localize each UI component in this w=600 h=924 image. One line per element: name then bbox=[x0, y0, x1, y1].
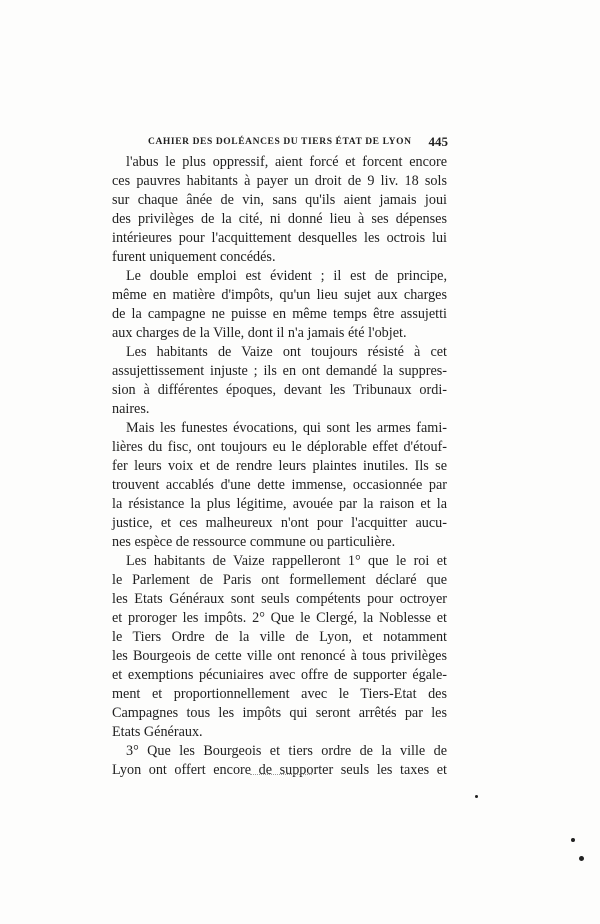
text-line: et proroger les impôts. 2° Que le Clergé, la Noblesse et bbox=[112, 610, 447, 626]
ink-speck bbox=[475, 795, 478, 798]
text-line: Etats Généraux. bbox=[112, 724, 203, 740]
text-line: Mais les funestes évocations, qui sont les armes fami- bbox=[126, 420, 447, 436]
text-line: les Bourgeois de cette ville ont renoncé à tous privilèges bbox=[112, 648, 447, 664]
footer-rule bbox=[250, 774, 312, 775]
text-line: naires. bbox=[112, 401, 150, 417]
paragraph bbox=[112, 267, 447, 343]
ink-speck bbox=[571, 838, 575, 842]
text-line: et exemptions pécuniaires avec offre de supporter égale- bbox=[112, 667, 447, 683]
text-line: ment et proportionnellement avec le Tiers-Etat des bbox=[112, 686, 447, 702]
paragraph bbox=[112, 343, 447, 419]
paragraph bbox=[112, 153, 447, 267]
paragraph bbox=[112, 419, 447, 552]
text-line: Campagnes tous les impôts qui seront arrêtés par les bbox=[112, 705, 447, 721]
paragraph bbox=[112, 552, 447, 742]
text-line: la résistance la plus légitime, avouée par la raison et la bbox=[112, 496, 447, 512]
text-line: Lyon ont offert encore de supporter seuls les taxes et bbox=[112, 762, 447, 778]
text-line: 3° Que les Bourgeois et tiers ordre de la ville de bbox=[126, 743, 447, 759]
text-line: sion à différentes époques, devant les Tribunaux ordi- bbox=[112, 382, 447, 398]
text-line: ces pauvres habitants à payer un droit de 9 liv. 18 sols bbox=[112, 173, 447, 189]
text-line: aux charges de la Ville, dont il n'a jamais été l'objet. bbox=[112, 325, 407, 341]
running-title: CAHIER DES DOLÉANCES DU TIERS ÉTAT DE LYON bbox=[148, 137, 412, 147]
text-line: justice, et ces malheureux n'ont pour l'acquitter aucu- bbox=[112, 515, 447, 531]
text-line: intérieures pour l'acquittement desquelles les octrois lui bbox=[112, 230, 447, 246]
running-head bbox=[112, 136, 448, 150]
text-line: nes espèce de ressource commune ou particulière. bbox=[112, 534, 396, 550]
text-line: lières du fisc, ont toujours eu le déplorable effet d'étouf- bbox=[112, 439, 447, 455]
text-line: Les habitants de Vaize rappelleront 1° que le roi et bbox=[126, 553, 447, 569]
text-line: Le double emploi est évident ; il est de principe, bbox=[126, 268, 447, 284]
text-line: Les habitants de Vaize ont toujours résisté à cet bbox=[126, 344, 447, 360]
text-line: furent uniquement concédés. bbox=[112, 249, 276, 265]
text-line: des privilèges de la cité, ni donné lieu à ses dépenses bbox=[112, 211, 447, 227]
text-line: sur chaque ânée de vin, sans qu'ils aient jamais joui bbox=[112, 192, 447, 208]
text-line: le Tiers Ordre de la ville de Lyon, et notamment bbox=[112, 629, 447, 645]
text-line: assujettissement injuste ; ils en ont demandé la suppres- bbox=[112, 363, 447, 379]
text-body bbox=[112, 153, 447, 780]
text-line: de la campagne ne puisse en même temps être assujetti bbox=[112, 306, 447, 322]
text-line: les Etats Généraux sont seuls compétents pour octroyer bbox=[112, 591, 447, 607]
text-line: l'abus le plus oppressif, aient forcé et forcent encore bbox=[126, 154, 447, 170]
text-line: trouvent accablés d'une dette immense, occasionnée par bbox=[112, 477, 447, 493]
page-number: 445 bbox=[428, 134, 448, 149]
text-line: le Parlement de Paris ont formellement déclaré que bbox=[112, 572, 447, 588]
ink-speck bbox=[579, 856, 584, 861]
text-line: fer leurs voix et de rendre leurs plaintes inutiles. Ils se bbox=[112, 458, 447, 474]
text-line: même en matière d'impôts, qu'un lieu sujet aux charges bbox=[112, 287, 447, 303]
